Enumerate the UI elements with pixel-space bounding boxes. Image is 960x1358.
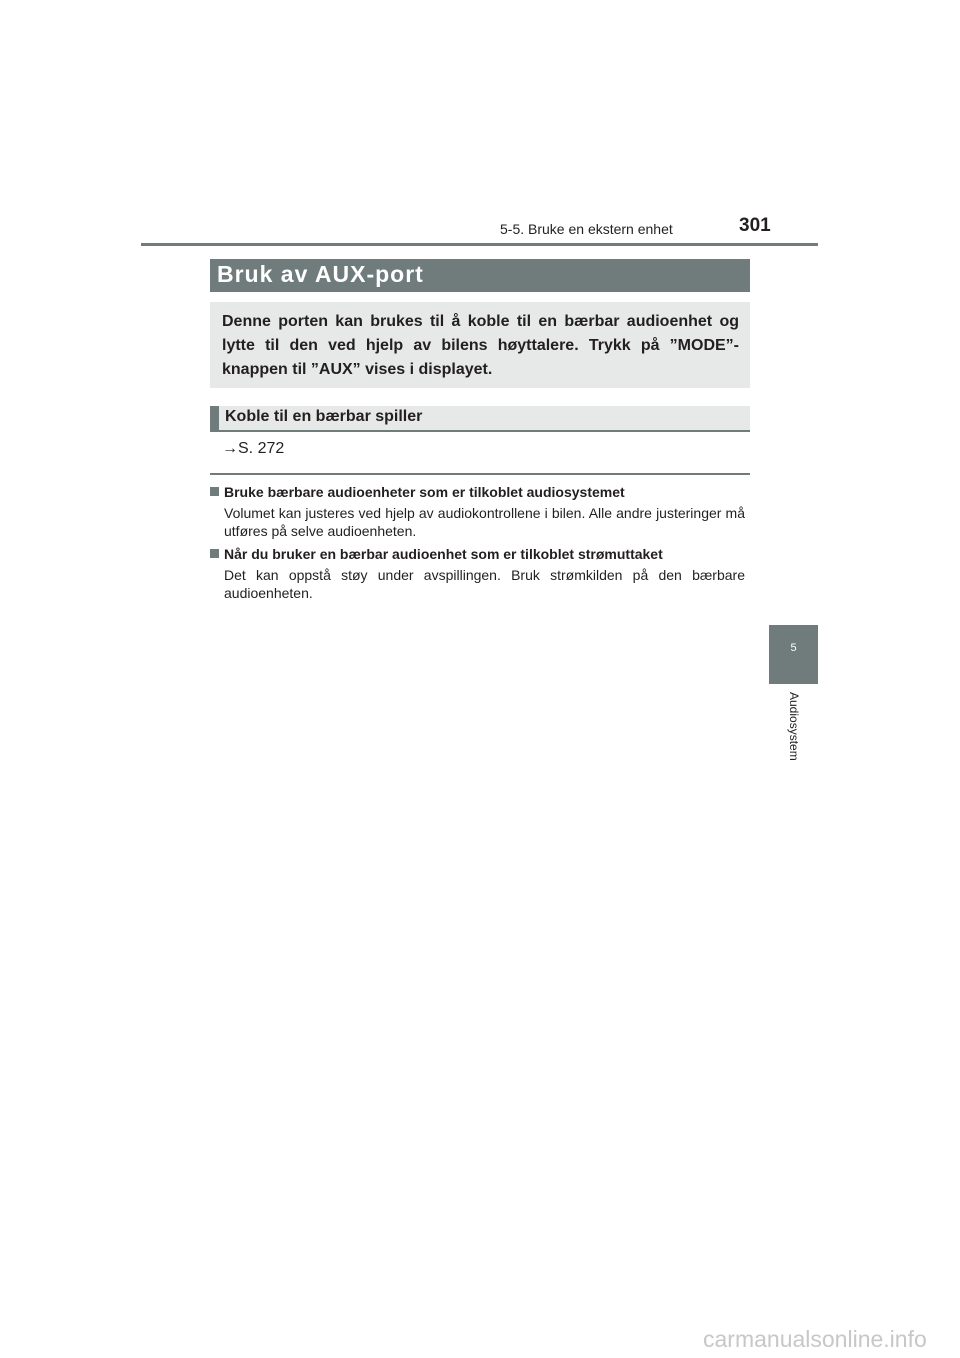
intro-text: Denne porten kan brukes til å koble til en bærbar audioenhet og lytte til den ved hjelp av bilens høyttalere. Trykk på ”MODE”-knappen til ”AUX” vises i displayet. — [222, 313, 739, 378]
note-body: Det kan oppstå støy under avspillingen. Bruk strømkilden på den bærbare audioenheten. — [224, 567, 745, 601]
chapter-number: 5 — [790, 642, 797, 654]
watermark: carmanualsonline.info — [703, 1326, 927, 1352]
subheading-accent — [210, 406, 219, 430]
square-bullet-icon — [210, 549, 219, 558]
note-item — [210, 545, 750, 602]
header-section-title: 5-5. Bruke en ekstern enhet — [500, 221, 673, 237]
page-reference-link[interactable]: →S. 272 — [222, 440, 285, 457]
note-heading — [210, 545, 750, 563]
chapter-label — [786, 692, 802, 782]
notes-divider — [210, 473, 750, 475]
square-bullet-icon — [210, 487, 219, 496]
page-number: 301 — [739, 215, 771, 236]
header-divider — [141, 243, 818, 246]
note-heading-text: Når du bruker en bærbar audioenhet som er tilkoblet strømuttaket — [224, 546, 663, 562]
intro-box — [210, 302, 750, 388]
subheading-divider — [210, 430, 750, 432]
chapter-label-text: Audiosystem — [787, 692, 801, 761]
section-title: Bruk av AUX-port — [217, 261, 424, 287]
chapter-tab — [769, 625, 818, 684]
subheading-bar — [210, 406, 750, 430]
note-heading-text: Bruke bærbare audioenheter som er tilkoblet audiosystemet — [224, 484, 625, 500]
note-item — [210, 483, 750, 540]
section-title-bar — [210, 259, 750, 292]
note-heading — [210, 483, 750, 501]
subheading: Koble til en bærbar spiller — [225, 408, 423, 425]
note-body: Volumet kan justeres ved hjelp av audiokontrollene i bilen. Alle andre justeringer må utføres på selve audioenheten. — [224, 505, 745, 539]
